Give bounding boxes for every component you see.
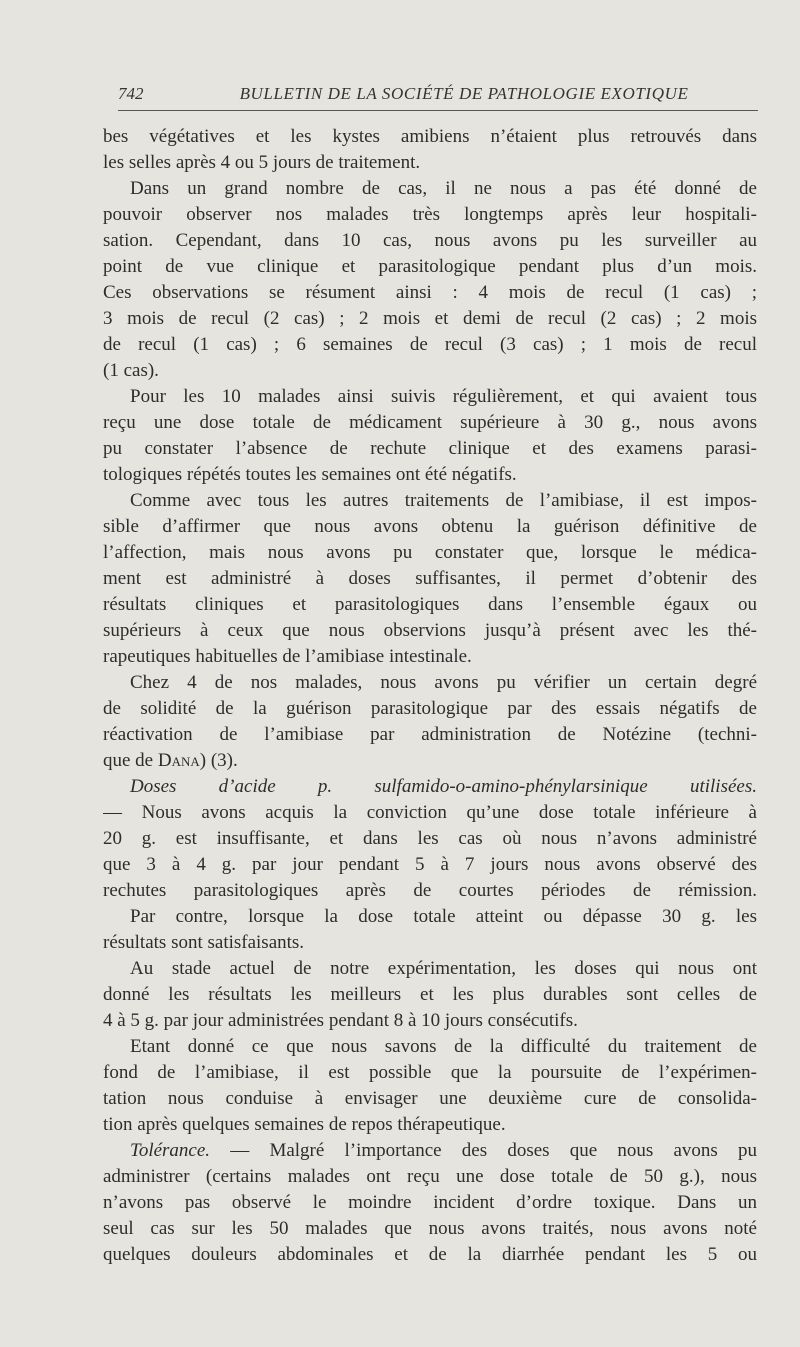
text-line: Tolérance. — Malgré l’importance des doses que nous avons pu [130,1140,757,1161]
text-line: quelques douleurs abdominales et de la diarrhée pendant les 5 ou [103,1244,757,1265]
text-line: donné les résultats les meilleurs et les plus durables sont celles de [103,984,757,1005]
text-line: Au stade actuel de notre expérimentation, les doses qui nous ont [130,958,757,979]
text-line: Ces observations se résument ainsi : 4 mois de recul (1 cas) ; [103,282,757,303]
text-line: fond de l’amibiase, il est possible que la poursuite de l’expérimen- [103,1062,757,1083]
text-line: Dans un grand nombre de cas, il ne nous a pas été donné de [130,178,757,199]
text-line: point de vue clinique et parasitologique pendant plus d’un mois. [103,256,757,277]
text-line: n’avons pas observé le moindre incident d’ordre toxique. Dans un [103,1192,757,1213]
text-line: 3 mois de recul (2 cas) ; 2 mois et demi de recul (2 cas) ; 2 mois [103,308,757,329]
text-line: résultats cliniques et parasitologiques dans l’ensemble égaux ou [103,594,757,615]
text-line: sible d’affirmer que nous avons obtenu la guérison définitive de [103,516,757,537]
text-line: supérieurs à ceux que nous observions jusqu’à présent avec les thé- [103,620,757,641]
text-line: — Nous avons acquis la conviction qu’une dose totale inférieure à [103,802,757,823]
text-line: Etant donné ce que nous savons de la difficulté du traitement de [130,1036,757,1057]
text-line: pouvoir observer nos malades très longtemps après leur hospitali- [103,204,757,225]
text-line: 20 g. est insuffisante, et dans les cas où nous n’avons administré [103,828,757,849]
journal-title: BULLETIN DE LA SOCIÉTÉ DE PATHOLOGIE EXOTIQUE [239,84,689,103]
text-line: Comme avec tous les autres traitements de l’amibiase, il est impos- [130,490,757,511]
text-line: seul cas sur les 50 malades que nous avons traités, nous avons noté [103,1218,757,1239]
text-line: de recul (1 cas) ; 6 semaines de recul (3 cas) ; 1 mois de recul [103,334,757,355]
text-line: administrer (certains malades ont reçu une dose totale de 50 g.), nous [103,1166,757,1187]
text-line: 4 à 5 g. par jour administrées pendant 8 à 10 jours consécutifs. [103,1010,578,1031]
text-line: que 3 à 4 g. par jour pendant 5 à 7 jours nous avons observé des [103,854,757,875]
text-line: sation. Cependant, dans 10 cas, nous avons pu les surveiller au [103,230,757,251]
running-header [118,80,758,111]
text-line: les selles après 4 ou 5 jours de traitement. [103,152,421,173]
text-line: l’affection, mais nous avons pu constater que, lorsque le médica- [103,542,757,563]
text-line: tation nous conduise à envisager une deuxième cure de consolida- [103,1088,757,1109]
text-line: tologiques répétés toutes les semaines ont été négatifs. [103,464,517,485]
text-line: réactivation de l’amibiase par administration de Notézine (techni- [103,724,757,745]
text-line: ment est administré à doses suffisantes, il permet d’obtenir des [103,568,757,589]
text-line: Pour les 10 malades ainsi suivis régulièrement, et qui avaient tous [130,386,757,407]
text-line: tion après quelques semaines de repos thérapeutique. [103,1114,506,1135]
text-line: rechutes parasitologiques après de courtes périodes de rémission. [103,880,757,901]
text-line: bes végétatives et les kystes amibiens n’étaient plus retrouvés dans [103,126,757,147]
text-line: Chez 4 de nos malades, nous avons pu vérifier un certain degré [130,672,757,693]
text-line: pu constater l’absence de rechute clinique et des examens parasi- [103,438,757,459]
body-text [103,124,757,1268]
text-line: reçu une dose totale de médicament supérieure à 30 g., nous avons [103,412,757,433]
text-line: Par contre, lorsque la dose totale atteint ou dépasse 30 g. les [130,906,757,927]
page-number: 742 [118,84,144,103]
text-line: résultats sont satisfaisants. [103,932,305,953]
text-line: (1 cas). [103,360,159,381]
text-line: de solidité de la guérison parasitologique par des essais négatifs de [103,698,757,719]
text-line: rapeutiques habituelles de l’amibiase intestinale. [103,646,472,667]
text-line: Doses d’acide p. sulfamido-o-amino-phénylarsinique utilisées. [130,776,757,797]
text-line: que de Dana) (3). [103,750,238,771]
